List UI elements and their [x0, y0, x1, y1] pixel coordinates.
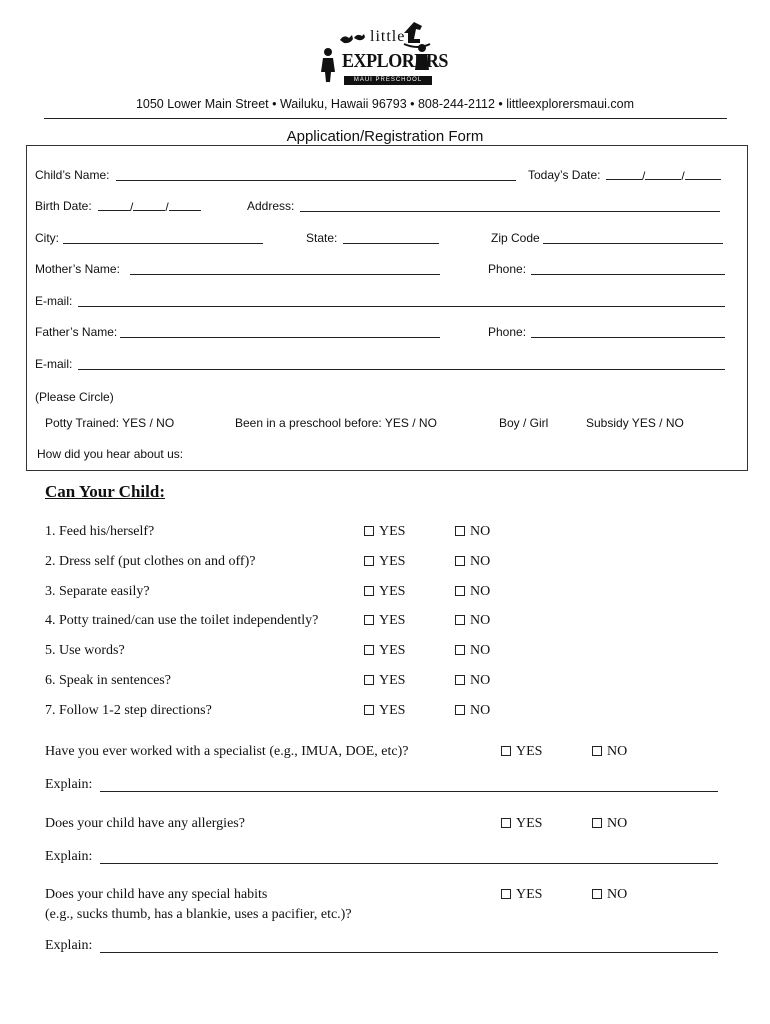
can-your-child-item: 4. Potty trained/can use the toilet independently? [45, 613, 319, 628]
checkbox-icon [455, 586, 465, 596]
item-2-yes-checkbox[interactable]: YES [364, 554, 405, 570]
item-7-no-checkbox[interactable]: NO [455, 703, 490, 719]
allergies-question: Does your child have any allergies? [45, 816, 245, 831]
checkbox-icon [455, 705, 465, 715]
item-2-no-checkbox[interactable]: NO [455, 554, 490, 570]
item-1-yes-checkbox[interactable]: YES [364, 524, 405, 540]
can-your-child-item: 3. Separate easily? [45, 584, 150, 599]
habits-no-checkbox[interactable]: NO [592, 887, 627, 903]
item-3-no-checkbox[interactable]: NO [455, 584, 490, 600]
specialist-question: Have you ever worked with a specialist (e.g., IMUA, DOE, etc)? [45, 744, 409, 759]
can-your-child-item: 5. Use words? [45, 643, 125, 658]
birth-date-label: Birth Date: [35, 199, 92, 213]
header-divider [44, 118, 727, 119]
item-1-no-checkbox[interactable]: NO [455, 524, 490, 540]
checkbox-icon [592, 889, 602, 899]
item-4-yes-checkbox[interactable]: YES [364, 613, 405, 629]
checkbox-icon [501, 746, 511, 756]
mothers-phone-field[interactable] [531, 263, 725, 275]
item-5-no-checkbox[interactable]: NO [455, 643, 490, 659]
can-your-child-item: 1. Feed his/herself? [45, 524, 155, 539]
birth-date-field[interactable]: / / [98, 199, 201, 214]
checkbox-icon [364, 645, 374, 655]
subsidy-option[interactable]: Subsidy YES / NO [586, 416, 684, 430]
checkbox-icon [455, 615, 465, 625]
potty-trained-option[interactable]: Potty Trained: YES / NO [45, 416, 175, 430]
habits-explain-field[interactable] [100, 941, 718, 953]
checkbox-icon [455, 645, 465, 655]
can-your-child-item: 2. Dress self (put clothes on and off)? [45, 554, 256, 569]
address-field[interactable] [300, 200, 720, 212]
hear-about-label: How did you hear about us: [37, 447, 184, 461]
checkbox-icon [501, 818, 511, 828]
zip-label: Zip Code [491, 231, 540, 245]
item-4-no-checkbox[interactable]: NO [455, 613, 490, 629]
specialist-explain-label: Explain: [45, 777, 93, 792]
preschool-before-option[interactable]: Been in a preschool before: YES / NO [235, 416, 437, 430]
habits-explain-label: Explain: [45, 938, 93, 953]
checkbox-icon [455, 556, 465, 566]
fathers-phone-field[interactable] [531, 326, 725, 338]
mothers-name-label: Mother’s Name: [35, 262, 120, 276]
fathers-name-field[interactable] [120, 326, 440, 338]
logo-tagline: MAUI PRESCHOOL [344, 76, 432, 85]
school-address: 1050 Lower Main Street • Wailuku, Hawaii 96793 • 808-244-2112 • littleexplorersmaui.com [135, 97, 635, 111]
mothers-email-label: E-mail: [35, 294, 73, 308]
fathers-email-field[interactable] [78, 358, 725, 370]
please-circle-note: (Please Circle) [35, 390, 114, 404]
school-logo [318, 14, 448, 86]
checkbox-icon [364, 586, 374, 596]
checkbox-icon [364, 615, 374, 625]
item-6-yes-checkbox[interactable]: YES [364, 673, 405, 689]
specialist-explain-field[interactable] [100, 780, 718, 792]
specialist-yes-checkbox[interactable]: YES [501, 744, 542, 760]
allergies-no-checkbox[interactable]: NO [592, 816, 627, 832]
logo-explorers-text: EXPLORERS [342, 50, 448, 72]
can-your-child-item: 6. Speak in sentences? [45, 673, 171, 688]
todays-date-label: Today’s Date: [528, 168, 601, 182]
can-your-child-heading: Can Your Child: [45, 482, 165, 501]
checkbox-icon [592, 746, 602, 756]
checkbox-icon [364, 675, 374, 685]
address-label: Address: [247, 199, 295, 213]
habits-question-examples: (e.g., sucks thumb, has a blankie, uses a pacifier, etc.)? [45, 907, 352, 922]
logo-little-text: little [370, 28, 406, 45]
item-5-yes-checkbox[interactable]: YES [364, 643, 405, 659]
fathers-phone-label: Phone: [488, 325, 527, 339]
habits-question: Does your child have any special habits [45, 887, 268, 902]
allergies-yes-checkbox[interactable]: YES [501, 816, 542, 832]
checkbox-icon [592, 818, 602, 828]
zip-field[interactable] [543, 232, 723, 244]
fathers-name-label: Father’s Name: [35, 325, 118, 339]
fathers-email-label: E-mail: [35, 357, 73, 371]
checkbox-icon [455, 675, 465, 685]
checkbox-icon [501, 889, 511, 899]
childs-name-label: Child’s Name: [35, 168, 110, 182]
mothers-email-field[interactable] [78, 295, 725, 307]
gender-option[interactable]: Boy / Girl [499, 416, 549, 430]
habits-yes-checkbox[interactable]: YES [501, 887, 542, 903]
allergies-explain-label: Explain: [45, 849, 93, 864]
item-6-no-checkbox[interactable]: NO [455, 673, 490, 689]
checkbox-icon [364, 526, 374, 536]
specialist-no-checkbox[interactable]: NO [592, 744, 627, 760]
city-label: City: [35, 231, 59, 245]
state-label: State: [306, 231, 338, 245]
checkbox-icon [455, 526, 465, 536]
city-field[interactable] [63, 232, 263, 244]
state-field[interactable] [343, 232, 439, 244]
mothers-name-field[interactable] [130, 263, 440, 275]
can-your-child-item: 7. Follow 1-2 step directions? [45, 703, 212, 718]
checkbox-icon [364, 705, 374, 715]
item-3-yes-checkbox[interactable]: YES [364, 584, 405, 600]
mothers-phone-label: Phone: [488, 262, 527, 276]
form-title: Application/Registration Form [286, 128, 484, 145]
todays-date-field[interactable]: / / [606, 168, 721, 183]
childs-name-field[interactable] [116, 169, 516, 181]
checkbox-icon [364, 556, 374, 566]
item-7-yes-checkbox[interactable]: YES [364, 703, 405, 719]
allergies-explain-field[interactable] [100, 852, 718, 864]
